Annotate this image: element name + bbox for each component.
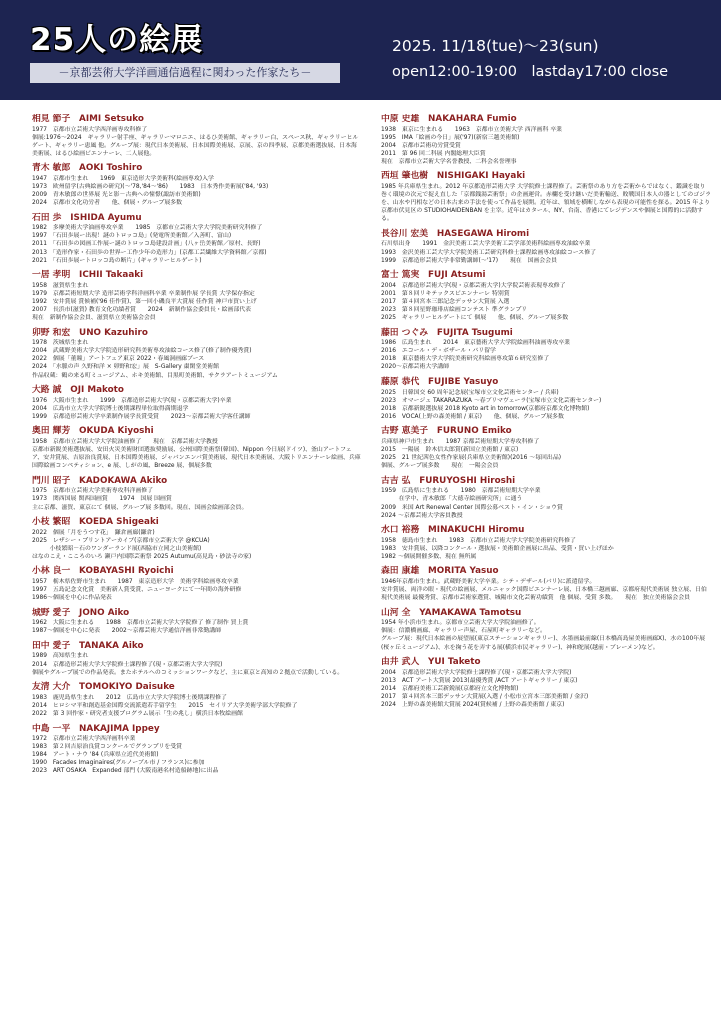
artist-bio-line: 2014 ヒロシマ平和創造基金国際交流派遣若手留学生 2015 セイリア大学美術学部大学院修了	[32, 702, 298, 709]
artist-bio-line: 1938 東京に生まれる 1963 京都市立美術大学 西洋画科 卒業	[381, 126, 562, 133]
exhibition-dates: 2025. 11/18(tue)～23(sun)	[392, 37, 599, 55]
right-artist-column	[381, 114, 711, 1014]
artist-bio-line: 2001 第８回リキテックスビエンナーレ 特別賞	[381, 290, 510, 297]
artist-bio-line: 2009 青木敏郎の世界展 光と影－古典への憧憬(諏訪市美術館)	[32, 192, 201, 199]
artist-entry	[381, 377, 711, 421]
artist-bio-line: 2024 ～京都芸術大学客員教授	[381, 512, 463, 519]
artist-bio-line: 2022 個展「月をうつす花」 鎌倉画廊(鎌倉)	[32, 529, 155, 536]
artist-bio-line: 2023 ART OSAKA Expanded 部門 (大阪南港名村造船跡地)に出品	[32, 768, 219, 775]
artist-bio-line: 主に京都、滋賀、東京にて 個展、グループ展 多数回。現在、国画会絵画部会員。	[32, 504, 248, 511]
artist-bio-line: 2015 一陽展 鈴木信太郎賞(新国立美術館 / 東京)	[381, 447, 519, 454]
artist-bio-line: 2023 オマージュ TAKARAZUKA ～春ブリマヴェーラ(宝塚市立文化芸術センター)	[381, 397, 602, 404]
artist-bio-line: 2023 第８回星野珈琲店絵画コンテスト 準グランプリ	[381, 307, 527, 313]
artist-name: 中島 一平 NAKAJIMA Ippey	[32, 723, 160, 734]
artist-bio-line: 2021 「石田歩展ートロッコ島の断片」(ギャラリーヒルゲート)	[32, 257, 202, 264]
header-banner	[0, 0, 721, 100]
artist-bio-line: 2004 京都造形芸術大学大学院修士課程修了(現・京都芸術大学大学院)	[381, 669, 572, 676]
artist-entry	[381, 229, 711, 265]
artist-name: 古吉 弘 FURUYOSHI Hiroshi	[381, 475, 516, 486]
artist-bio-line: 1983 安井賞展、以降コンクール・選抜展・美術館企画展に出品、受賞・買い上げほか	[381, 545, 614, 552]
artist-bio-line: 1997 五島記念文化賞 美術新人賞受賞、ニューヨークにて一年間の海外研修	[32, 587, 242, 594]
artist-bio-line: 2025 ギャラリーヒルゲートにて 個展 他、個展、グループ展多数	[381, 315, 569, 322]
artist-bio-line: 2009 米国 Art Renewal Center 国際公募ベスト・イン・ショウ賞	[381, 504, 563, 511]
artist-entry	[32, 213, 362, 265]
artist-name: 由井 武人 YUI Taketo	[381, 657, 481, 668]
artist-bio-line: 2013 「造形作家・石田歩の世界ー工作少年の造形力」(京都工芸繊維大学資料館／京都)	[32, 249, 267, 256]
artist-entry	[381, 608, 711, 652]
artist-bio-line: 2018 京都新鋭選抜展 2018 Kyoto art in tomorrow(京都府京都文化博物館)	[381, 405, 590, 412]
artist-bio-line: 1962 大阪に生まれる 1988 京都市立芸術大学大学院修了 修了制作 買上賞	[32, 620, 249, 627]
artist-bio-line: 京都市新鋭美術選抜展、安田火災美術財団選抜奨励展、公州国際美術祭(韓国)、Nippon 今日展(ドイツ)、釜山アートフェア、安井賞展、吉原治良賞展、日本国際美術展、ジャパンエンバ賞美術展、現代日本美術展、大阪トリエンナーレ絵画、兵庫国際絵画コンペティション、e 展、しがの風、Breeze 展、個展多数	[32, 447, 361, 470]
artist-entry	[32, 114, 362, 158]
artist-entry	[381, 114, 711, 166]
artist-entry	[32, 724, 362, 776]
artist-bio-line: 1958 京都市立芸術大学大学院油画修了 現在 京都芸術大学教授	[32, 438, 218, 445]
artist-bio-line: 2011 第 96 回二科展 内閣総理大臣賞	[381, 150, 486, 157]
artist-bio-line: 1987～個展を中心に発表 2002～京都芸術大学通信洋画非常勤講師	[32, 628, 222, 635]
artist-bio-line: 1989 高知県生まれ	[32, 653, 89, 660]
artist-bio-line: 2014 京都造形芸術大学大学院修士課程修了(現・京都芸術大学大学院)	[32, 661, 223, 668]
artist-entry	[32, 641, 362, 677]
artist-bio-line: 2017 第４回宮本三郎記念デッサン大賞展 入選	[381, 298, 510, 305]
artist-bio-line: 1995 IMA「絵画の今日」展('97)(新宿三越美術館)	[381, 134, 520, 141]
artist-bio-line: 2016 エコール・デ・ボザール・パリ留学	[381, 348, 496, 355]
artist-bio-line: 1959 広島県に生まれる 1980 京都芸術短期大学卒業	[381, 488, 541, 495]
artist-bio-line: 2024 京都市文化功労者 他、個展・グループ展多数	[32, 200, 183, 207]
artist-bio-line: 1946年京都市生まれ。武蔵野美術大学卒業。シテ・デザール(パリ)に派遣留学。	[381, 578, 596, 585]
artist-bio-line: 1985 年兵庫県生まれ。2012 年京都造形芸術大学 大学院修士課程修了。芸術祭のあり方を芸術からではなく、鑑識を取り巻く環境の次元で捉え直した「京都銭湯芸術祭」の企画運営。赤欄を受け継いだ美術輸送、敗戦国日本人の器としてのゴジラを、山水や円相などの日本古来の手法を使って作品を展開。近年は、領域を横断しながら表現の可能性を探る。2015 年より京都市伏見区の STUDIOHAIDENBAN を主宰。近年はカタール、NY、台南、香港にてレジデンスや個展と国際的に活動する。	[381, 183, 711, 223]
artist-bio-line: 1975 京都市立芸術大学美術専攻科洋画修了	[32, 488, 154, 495]
artist-bio-line: 2016 VOCA(上野の森美術館 / 東京) 他、個展、グループ展多数	[381, 413, 564, 420]
artist-bio-line: 1983 鹿児島県生まれ 2012 広島市立大学大学院博士後期課程修了	[32, 694, 227, 701]
artist-bio-line: 2025 日韓国交 60 周年記念展(宝塚市立文化芸術センター / 兵庫)	[381, 389, 559, 396]
artist-entry	[381, 328, 711, 372]
artist-bio-line: 小枝繁昭－石のワンダーランド展(西脇市立岡之山美術館)	[32, 545, 202, 552]
artist-bio-line: 1990 Facades Imaginaires(グルノーブル市 / フランス)に参加	[32, 760, 205, 767]
artist-name: 青木 敏郎 AOKI Toshiro	[32, 163, 143, 174]
artist-name: 小林 良一 KOBAYASHI Ryoichi	[32, 566, 174, 577]
artist-bio-line: 1999 京都造形芸術大学卒業制作展学長賞受賞 2023～京都芸術大学客任講師	[32, 413, 251, 420]
artist-bio-line: 1992 安井賞展 賞候補('96 佳作賞)、第一回小磯良平大賞展 佳作賞 神戸市買い上げ	[32, 298, 257, 305]
artist-bio-line: 1999 京都造形芸術大学非常勤講師(～'17) 現在 国画会会員	[381, 257, 557, 264]
artist-bio-line: 石川県出身 1991 金沢美術工芸大学美術工芸学部美術科絵画専攻油絵卒業	[381, 241, 591, 248]
artist-entry	[32, 426, 362, 470]
artist-bio-line: 2025 レザシー・プリントアーカイブ(京都市立芸術大学 @KCUA)	[32, 537, 210, 544]
artist-bio-line: 2025 21 世紀茜色女性作家展(兵庫県立美術館)(2016 ～毎回出品)	[381, 455, 562, 462]
artist-name: 相見 節子 AIMI Setsuko	[32, 114, 144, 124]
artist-bio-line: はなのこえ・こころのいろ 瀬戸内国際芸術祭 2025 Autumu(高見島・砂法寺の家)	[32, 553, 252, 560]
artist-name: 石田 歩 ISHIDA Ayumu	[32, 212, 142, 223]
left-artist-column	[32, 114, 362, 1014]
artist-bio-line: 2022 第 3 回作家・研究者支援プログラム展示「生の兆し」横浜日本牧絵画館	[32, 710, 243, 717]
artist-bio-line: 現在 京都市立芸術大学名誉教授、二科会名誉理事	[381, 158, 517, 165]
artist-bio-line: 1973 欧州留学(古典絵画の研究)(～'78,'84～'86) 1983 日本秀作美術展('84, '93)	[32, 183, 269, 190]
artist-name: 城野 愛子 JONO Aiko	[32, 607, 130, 618]
artist-bio-line: 2020～京都芸術大学講師	[381, 364, 450, 371]
artist-bio-line: 1976 大阪市生まれ 1999 京都造形芸術大学(現・京都芸術大学)卒業	[32, 397, 232, 404]
artist-bio-line: 2022 個展「董瞳」アートフェア東京 2022・春風洞画廊ブース	[32, 356, 205, 363]
artist-name: 中原 史雄 NAKAHARA Fumio	[381, 114, 517, 124]
artist-entry	[32, 517, 362, 561]
artist-name: 藤原 恭代 FUJIBE Yasuyo	[381, 377, 499, 388]
artist-bio-line: 現在 新制作協会会員、滋賀県立美術協会会員	[32, 315, 156, 322]
artist-entry	[32, 163, 362, 207]
artist-bio-line: 1986 広島生まれ 2014 東京藝術大学大学院絵画科油画専攻卒業	[381, 340, 571, 347]
artist-bio-line: 1973 関西国展 関西国画賞 1974 国展 国画賞	[32, 496, 172, 503]
exhibition-title: 25人の絵展	[30, 22, 204, 58]
artist-bio-line: 1947 京都市生まれ 1969 東京造形大学美術科(絵画専攻)入学	[32, 175, 214, 182]
artist-bio-line: 1993 金沢美術工芸大学大学院美術工芸研究科修士課程絵画専攻油絵コース修了	[381, 249, 596, 256]
artist-bio-line: 個展:1976～2024 ギャラリー射手座、ギャラリーマロニエ、はるひ美術館、ギャラリー白、スペース秋、ギャラリーヒルゲート、ギャラリー恵風 他。グループ展：現代日本美術展、日本国際美術展、京展、京の四季展、京都美術選抜展、日本海美術展、はるひ絵画ビエンナーレ、二人展他。	[32, 134, 359, 157]
artist-name: 山河 全 YAMAKAWA Tamotsu	[381, 607, 522, 618]
artist-bio-line: 安井賞展、両洋の眼・現代の絵画展、メルニャック国際ビエンナーレ展、日本橋三越画廊、京都府現代美術展 独立展、日伯現代美術展 最優秀賞、京都市芸術家選賞、城陽市文化芸術功績賞 他 個展、受賞 多数。 現在 独立美術協会会員	[381, 587, 707, 602]
artist-bio-line: 2018 東京藝術大学大学院美術研究科絵画専攻第６研究室修了	[381, 356, 550, 363]
artist-entry	[32, 608, 362, 636]
artist-name: 森田 康雄 MORITA Yasuo	[381, 566, 499, 577]
exhibition-hours: open12:00-19:00 lastday17:00 close	[392, 64, 669, 80]
artist-name: 一居 孝明 ICHII Takaaki	[32, 270, 144, 281]
artist-bio-line: 2004 京都市芸術功労賞受賞	[381, 142, 461, 149]
artist-bio-line: 2004 武蔵野美術大学大学院造形研究科美術専攻油絵コース修了(修了制作優秀賞)	[32, 348, 252, 355]
artist-bio-line: 作品収蔵：鶴の来る町ミュージアム、ホキ美術館、目黒町美術館、サクラアートミュージアム	[32, 372, 278, 379]
artist-bio-line: 個展、グループ展多数 現在 一陽会会員	[381, 463, 499, 470]
artist-bio-line: 1984 アート・ナウ '84 (兵庫県立近代美術館)	[32, 752, 159, 759]
artist-entry	[381, 476, 711, 520]
artist-entry	[32, 682, 362, 718]
artist-bio-line: 1977 京都市立芸術大学西洋画専攻科修了	[32, 126, 148, 133]
artist-bio-line: 1957 栃木県佐野市生まれ 1987 東京造形大学 美術学科絵画専攻卒業	[32, 578, 239, 585]
artist-name: 西垣 肇也樹 NISHIGAKI Hayaki	[381, 171, 526, 182]
artist-name: 長谷川 宏美 HASEGAWA Hiromi	[381, 228, 530, 239]
artist-name: 田中 愛子 TANAKA Aiko	[32, 640, 144, 651]
artist-entry	[381, 657, 711, 709]
artist-bio-line: 1972 京都市立芸術大学西洋画科卒業	[32, 736, 136, 742]
artist-bio-line: 2017 第４回宮本三郎デッサン大賞展(入選 / 小松市立宮本三郎美術館 / 金沢)	[381, 693, 589, 700]
artist-bio-line: 個展：信濃橋画廊、ギャラリー声屋、石屋町ギャラリーなど。	[381, 628, 546, 635]
artist-name: 友清 大介 TOMOKIYO Daisuke	[32, 682, 175, 693]
artist-bio-line: 1958 徳島市生まれ 1983 京都市立芸術大学大学院美術研究科修了	[381, 537, 576, 544]
artist-entry	[32, 385, 362, 421]
artist-bio-line: 2011 「石田歩の図画工作展ー謎のトロッコ島建設計画」(八ヶ岳美術館／原村、長野)	[32, 241, 261, 248]
artist-entry	[32, 270, 362, 322]
artist-bio-line: 1982 多摩美術大学油画専攻卒業 1985 京都市立芸術大学大学院美術研究科修了	[32, 225, 263, 232]
artist-bio-line: 2004 京都造形芸術大学(現・京都芸術大学)大学院芸術表現専攻修了	[381, 282, 566, 289]
artist-entry	[32, 328, 362, 380]
artist-bio-line: 2024 「水脈の声 久野和洋 × 卯野和宏」展 S-Gallery 粛閑堂美術館	[32, 364, 220, 371]
artist-name: 大路 誠 OJI Makoto	[32, 385, 124, 396]
artist-bio-line: 在学中、青木敏郎「大徳寺絵画研究所」に通う	[381, 496, 523, 503]
artist-entry	[381, 566, 711, 602]
artist-bio-line: 1986～個展を中心に作品発表	[32, 595, 112, 602]
artist-name: 門川 昭子 KADOKAWA Akiko	[32, 475, 168, 486]
artist-entry	[381, 426, 711, 470]
artist-entry	[32, 566, 362, 602]
artist-entry	[381, 171, 711, 223]
artist-bio-line: 2013 ACT アート大賞展 2013(最優秀賞 /ACT アートギャラリー / 東京)	[381, 677, 578, 684]
artist-name: 卯野 和宏 UNO Kazuhiro	[32, 327, 148, 338]
artist-bio-line: 2024 上野の森美術館大賞展 2024(賞候補 / 上野の森美術館 / 東京)	[381, 702, 565, 708]
artist-name: 藤田 つぐみ FUJITA Tsugumi	[381, 327, 513, 338]
artist-bio-line: 1978 茨城県生まれ	[32, 340, 89, 347]
artist-name: 古野 恵美子 FURUNO Emiko	[381, 426, 512, 437]
artist-name: 小枝 繁昭 KOEDA Shigeaki	[32, 517, 159, 528]
artist-bio-line: 1983 第２回吉原治良賞コンクールでグランプリを受賞	[32, 744, 183, 751]
artist-bio-line: グループ展：現代日本絵画の展望展(東京ステーションギャラリー)、水墨画最前線(日本橋高島屋美術画廊X)、水の100年展(桜ヶ丘ミュージアム)、水を掬う花を弄する展(横浜市民ギャラリー)、神和舵展(越前・ブレーメン)など。	[381, 636, 706, 651]
exhibition-subtitle: －京都芸術大学洋画通信過程に関わった作家たち－	[30, 63, 340, 83]
artist-bio-line: 1954 年小浜市生まれ。京都市立芸術大学大学院油画修了。	[381, 620, 540, 627]
artist-entry	[381, 525, 711, 561]
artist-entry	[32, 476, 362, 512]
artist-name: 富士 篤実 FUJI Atsumi	[381, 270, 486, 281]
artist-bio-line: 兵庫県神戸市生まれ 1987 京都芸術短期大学専攻科修了	[381, 438, 540, 445]
artist-bio-line: 2004 広島市立大学大学院博士後期課程単位取得満期退学	[32, 405, 189, 412]
artist-bio-line: 1958 滋賀県生まれ	[32, 282, 89, 289]
artist-name: 奥田 輝芳 OKUDA Kiyoshi	[32, 426, 154, 437]
artist-name: 水口 裕務 MINAKUCHI Hiromu	[381, 525, 525, 536]
artist-bio-line: 1997 「石田歩展ー出現！謎のトロッコ島」(発電所美術館／入善町、富山)	[32, 233, 232, 240]
artist-bio-line: 2007 長浜市(滋賀) 教育文化功績者賞 2024 新制作協会委員長・絵画部代表	[32, 307, 252, 313]
artist-entry	[381, 270, 711, 322]
artist-bio-line: 個展やグループ展での作品発表。またホテルへのコミッションワークなど、主に東京と高知の２拠点で活動している。	[32, 669, 344, 676]
artist-bio-line: 1979 京都芸術短期大学 造形芸術学科洋画科卒業 卒業制作展 学長賞 大学保存指定	[32, 290, 255, 297]
artist-bio-line: 2014 京都府美術工芸新鋭展(京都府立文化博物館)	[381, 685, 519, 692]
artist-bio-line: 1982 ～個展開催多数、現在 無所属	[381, 553, 477, 560]
